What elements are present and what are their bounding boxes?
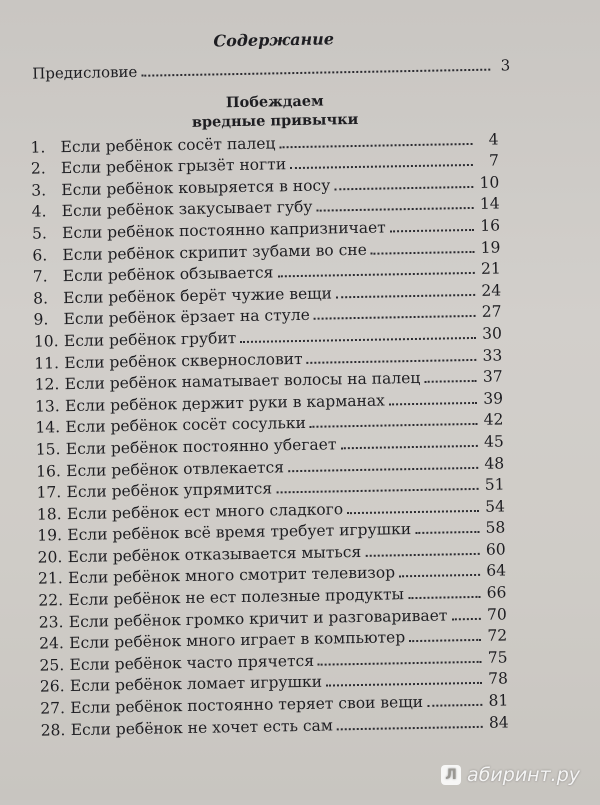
- toc-entry-number: 26.: [39, 677, 65, 697]
- dot-leader: [365, 553, 479, 557]
- toc-entry-title: Если ребёнок много играет в компьютер: [69, 628, 406, 653]
- toc-entry-page: 19: [480, 238, 501, 257]
- page-title: Содержание: [213, 29, 335, 51]
- toc-entry-page: 21: [480, 259, 501, 278]
- dot-leader: [334, 186, 473, 190]
- dot-leader: [390, 229, 474, 232]
- toc-entry-title: Если ребёнок отказывается мыться: [67, 542, 362, 566]
- dot-leader: [337, 725, 483, 730]
- toc-entry-number: 20.: [37, 548, 63, 567]
- toc-entry-page: 27: [481, 302, 502, 322]
- toc-entry-number: 13.: [34, 396, 60, 416]
- toc-entry-title: Если ребёнок ковыряется в носу: [61, 176, 331, 199]
- logo-letter: Л: [445, 767, 457, 783]
- toc-entry-title: Если ребёнок часто прячется: [69, 651, 315, 674]
- toc-entry-title: Если ребёнок много смотрит телевизор: [67, 563, 396, 588]
- toc-entry-number: 12.: [34, 375, 60, 394]
- toc-entry-number: 18.: [36, 504, 62, 524]
- toc-entry-page: 66: [486, 583, 507, 602]
- toc-entry-number: 15.: [35, 440, 61, 459]
- preface-label: Предисловие: [32, 62, 138, 83]
- toc-entry-title: Если ребёнок закусывает губу: [61, 198, 313, 221]
- toc-entry-page: 10: [479, 173, 500, 192]
- toc-entry-page: 39: [483, 389, 504, 408]
- toc-entry-title: Если ребёнок постоянно теряет свои вещи: [70, 692, 424, 718]
- dot-leader: [415, 531, 479, 534]
- toc-entry-title: Если ребёнок постоянно убегает: [65, 435, 337, 458]
- toc-entry-title: Если ребёнок упрямится: [66, 479, 273, 502]
- toc-entry-number: 10.: [33, 332, 59, 351]
- toc-list: [30, 126, 508, 739]
- toc-entry-title: Если ребёнок не ест полезные продукты: [68, 585, 405, 610]
- toc-entry-number: 24.: [39, 634, 65, 653]
- toc-entry-page: 60: [485, 540, 506, 559]
- toc-entry-title: Если ребёнок всё время требует игрушки: [67, 520, 412, 545]
- toc-entry-page: 37: [482, 367, 503, 386]
- toc-entry-number: 8.: [33, 289, 49, 308]
- toc-entry-page: 70: [486, 605, 507, 624]
- section-heading-line2: вредные привычки: [191, 110, 359, 131]
- toc-entry-page: 72: [487, 626, 508, 646]
- toc-entry-title: Если ребёнок обзывается: [62, 263, 274, 286]
- labirint-logo-icon: [441, 765, 461, 785]
- dot-leader: [451, 618, 480, 621]
- dot-leader: [310, 423, 478, 428]
- toc-entry-title: Если ребёнок грызёт ногти: [60, 155, 287, 178]
- toc-entry-page: 4: [488, 130, 499, 149]
- toc-entry-number: 11.: [34, 353, 60, 373]
- preface-entry: [32, 56, 510, 82]
- toc-entry-number: 17.: [36, 483, 62, 502]
- toc-entry-number: 9.: [33, 310, 49, 329]
- dot-leader: [314, 315, 476, 320]
- toc-entry-number: 22.: [38, 591, 64, 610]
- toc-entry-number: 28.: [40, 720, 66, 740]
- toc-entry-number: 7.: [32, 267, 48, 286]
- toc-entry-title: Если ребёнок постоянно капризничает: [61, 218, 386, 243]
- toc-entry-number: 21.: [37, 569, 63, 589]
- toc-entry-number: 2.: [30, 159, 46, 178]
- watermark-text: абиринт.ру: [467, 764, 580, 786]
- toc-entry-title: Если ребёнок ест много сладкого: [66, 499, 344, 523]
- toc-entry-number: 19.: [37, 526, 63, 545]
- watermark: [441, 764, 580, 786]
- toc-entry-number: 23.: [38, 612, 64, 632]
- toc-entry-page: 84: [488, 713, 509, 732]
- toc-entry-page: 48: [484, 453, 505, 473]
- dot-leader: [318, 661, 482, 666]
- dot-leader: [277, 272, 474, 277]
- toc-entry-page: 54: [484, 497, 506, 516]
- toc-entry-number: 4.: [31, 202, 47, 222]
- toc-entry-title: Если ребёнок держит руки в карманах: [64, 391, 385, 415]
- dot-leader: [307, 358, 477, 363]
- dot-leader: [427, 704, 482, 707]
- dot-leader: [290, 164, 473, 169]
- dot-leader: [326, 682, 482, 687]
- dot-leader: [141, 69, 490, 77]
- toc-entry-title: Если ребёнок не хочет есть сам: [70, 716, 334, 739]
- toc-entry-page: 64: [486, 561, 507, 581]
- dot-leader: [408, 596, 481, 599]
- toc-entry-title: Если ребёнок наматывает волосы на палец: [64, 369, 421, 394]
- toc-entry-page: 33: [482, 345, 503, 365]
- toc-entry-page: 51: [484, 475, 505, 494]
- toc-entry-number: 16.: [36, 461, 62, 481]
- toc-entry-title: Если ребёнок скрипит зубами во сне: [62, 240, 367, 264]
- section-heading-line1: Побеждаем: [225, 92, 324, 112]
- toc-entry-page: 30: [481, 324, 503, 343]
- toc-entry-page: 58: [485, 518, 506, 538]
- dot-leader: [336, 294, 475, 298]
- dot-leader: [371, 250, 475, 254]
- dot-leader: [424, 380, 476, 383]
- toc-entry-page: 7: [488, 151, 500, 170]
- toc-entry-page: 45: [483, 432, 504, 451]
- toc-entry-page: 81: [488, 691, 509, 710]
- toc-entry-number: 5.: [31, 224, 48, 243]
- toc-entry-page: 16: [480, 216, 501, 235]
- dot-leader: [389, 402, 477, 406]
- toc-entry-page: 42: [483, 410, 504, 430]
- toc-entry-title: Если ребёнок сквернословит: [64, 349, 303, 372]
- toc-entry-title: Если ребёнок отвлекается: [66, 457, 285, 480]
- toc-entry-title: Если ребёнок ёрзает на стуле: [63, 306, 311, 329]
- toc-entry-title: Если ребёнок сосёт сосульки: [65, 414, 307, 437]
- preface-page: 3: [500, 56, 511, 75]
- toc-entry-page: 24: [481, 281, 502, 300]
- toc-entry-page: 75: [487, 648, 508, 667]
- toc-entry-number: 27.: [40, 699, 66, 718]
- dot-leader: [279, 143, 472, 148]
- toc-entry-number: 14.: [35, 418, 61, 437]
- toc-entry-title: Если ребёнок громко кричит и разговаривает: [68, 606, 448, 631]
- toc-entry-title: Если ребёнок берёт чужие вещи: [63, 284, 333, 307]
- toc-entry-number: 25.: [39, 656, 65, 675]
- toc-entry-page: 14: [479, 194, 500, 214]
- toc-entry-number: 3.: [31, 181, 47, 200]
- dot-leader: [341, 445, 478, 449]
- dot-leader: [276, 488, 478, 494]
- dot-leader: [399, 574, 480, 577]
- dot-leader: [240, 337, 476, 343]
- toc-entry-title: Если ребёнок ломает игрушки: [69, 673, 323, 696]
- dot-leader: [288, 466, 478, 471]
- toc-entry-number: 1.: [30, 138, 46, 157]
- dot-leader: [409, 639, 481, 642]
- dot-leader: [347, 510, 479, 514]
- toc-entry-title: Если ребёнок грубит: [63, 329, 237, 351]
- toc-entry-number: 6.: [32, 245, 48, 265]
- dot-leader: [317, 207, 474, 212]
- toc-entry-title: Если ребёнок сосёт палец: [60, 133, 276, 156]
- toc-entry-page: 78: [488, 669, 509, 689]
